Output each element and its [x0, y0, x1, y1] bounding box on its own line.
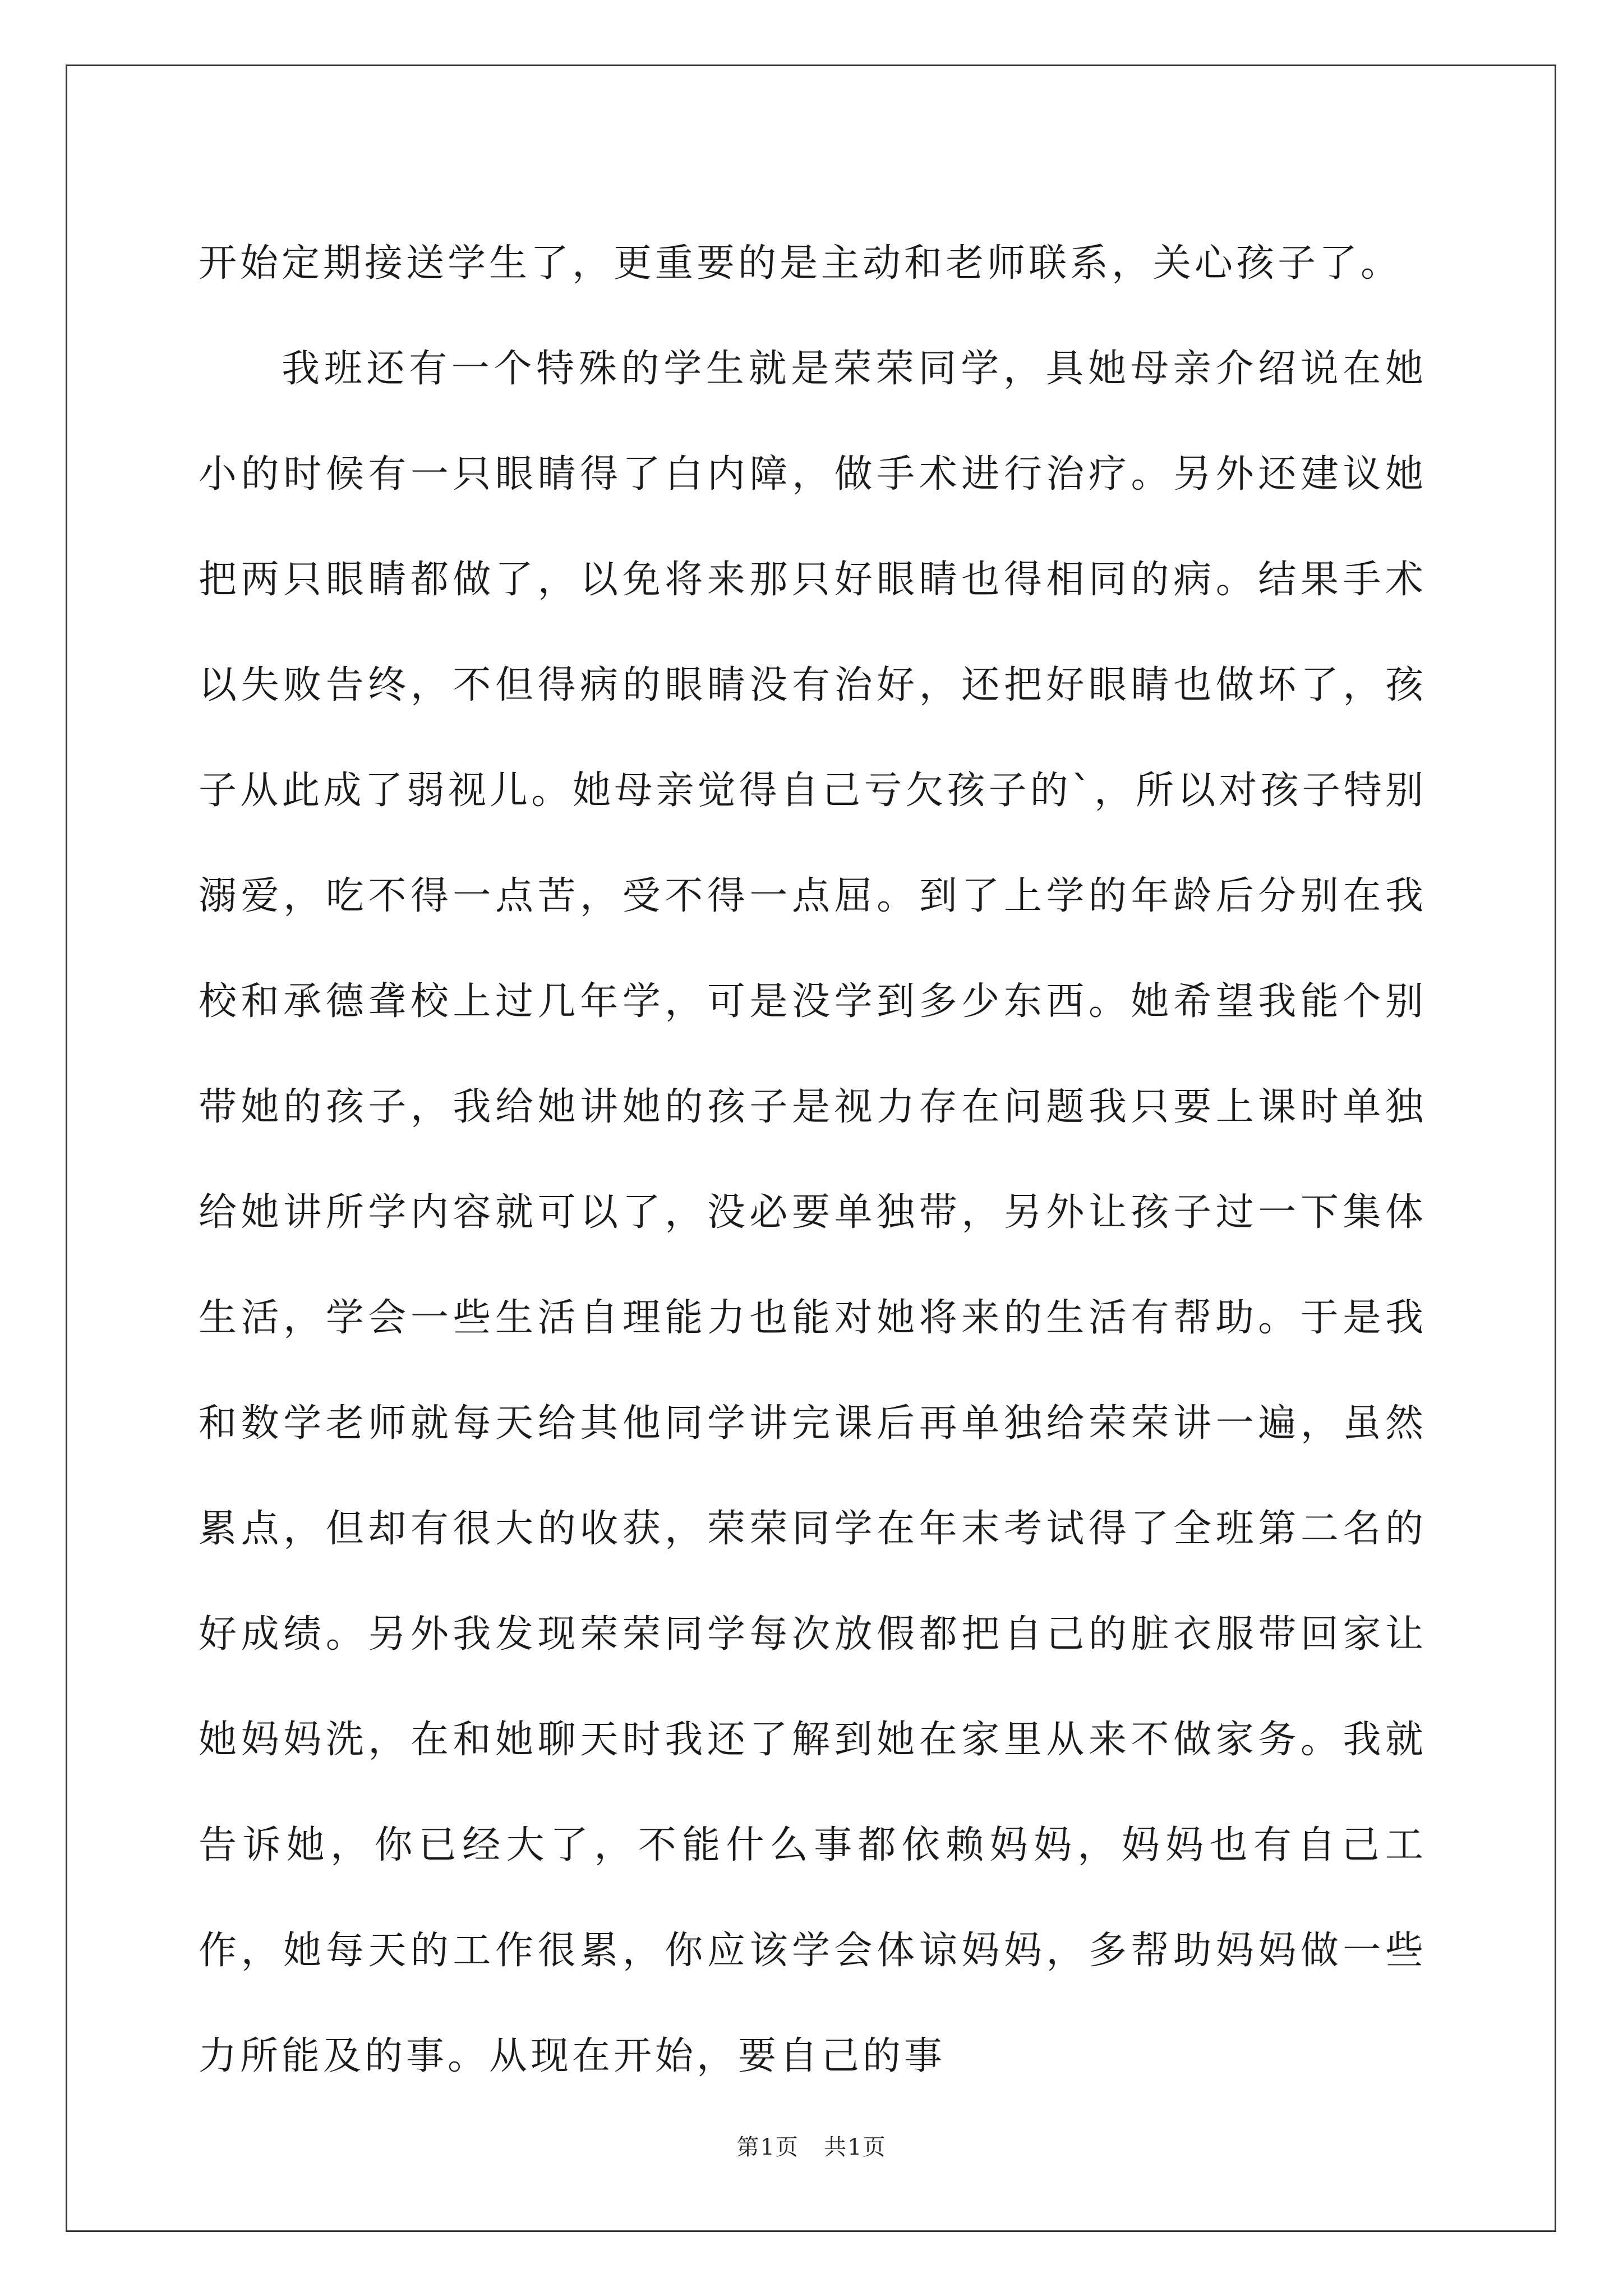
- footer-separator: [799, 2134, 824, 2160]
- page-total: 共1页: [824, 2134, 887, 2160]
- page-number: 第1页: [736, 2134, 799, 2160]
- page-footer: [0, 2129, 1623, 2161]
- document-body: [199, 211, 1427, 2109]
- paragraph-1: 开始定期接送学生了，更重要的是主动和老师联系，关心孩子了。: [199, 241, 1403, 286]
- paragraph-2: 我班还有一个特殊的学生就是荣荣同学，具她母亲介绍说在她小的时候有一只眼睛得了白内障，做手术进行治疗。另外还建议她把两只眼睛都做了，以免将来那只好眼睛也得相同的病。结果手术以失败告终，不但得病的眼睛没有治好，还把好眼睛也做坏了，孩子从此成了弱视儿。她母亲觉得自己亏欠孩子的`，所以对孩子特别溺爱，吃不得一点苦，受不得一点屈。到了上学的年龄后分别在我校和承德聋校上过几年学，可是没学到多少东西。她希望我能个别带她的孩子，我给她讲她的孩子是视力存在问题我只要上课时单独给她讲所学内容就可以了，没必要单独带，另外让孩子过一下集体生活，学会一些生活自理能力也能对她将来的生活有帮助。于是我和数学老师就每天给其他同学讲完课后再单独给荣荣讲一遍，虽然累点，但却有很大的收获，荣荣同学在年末考试得了全班第二名的好成绩。另外我发现荣荣同学每次放假都把自己的脏衣服带回家让她妈妈洗，在和她聊天时我还了解到她在家里从来不做家务。我就告诉她，你已经大了，不能什么事都依赖妈妈，妈妈也有自己工作，她每天的工作很累，你应该学会体谅妈妈，多帮助妈妈做一些力所能及的事。从现在开始，要自己的事: [199, 347, 1427, 2078]
